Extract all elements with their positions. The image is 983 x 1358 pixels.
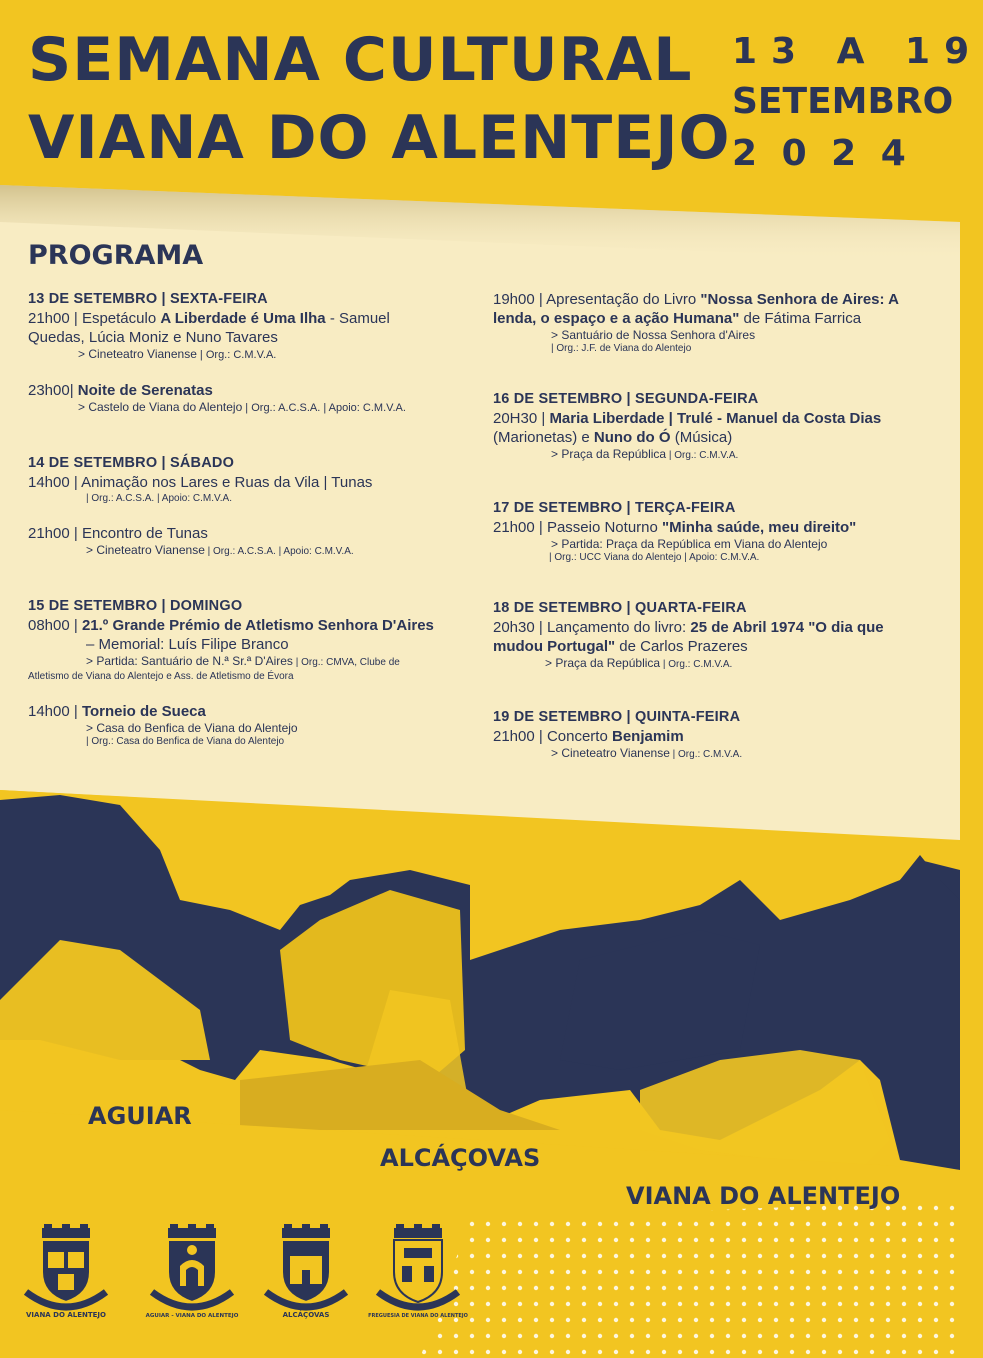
day-heading: 16 DE SETEMBRO | SEGUNDA-FEIRA	[493, 391, 759, 407]
crest-freguesia-icon	[368, 1222, 468, 1322]
title-line-1: SEMANA CULTURAL	[28, 25, 693, 95]
event-location: > Santuário de Nossa Senhora d'Aires	[551, 328, 756, 342]
place-viana: VIANA DO ALENTEJO	[626, 1182, 901, 1210]
event-line: 21h00 | Espetáculo A Liberdade é Uma Ilha - Samuel	[28, 310, 390, 327]
event-line: 21h00 | Passeio Noturno "Minha saúde, meu direito"	[493, 519, 857, 536]
event-line: lenda, o espaço e a ação Humana" de Fátima Farrica	[493, 310, 862, 327]
crest-alcacovas-icon	[262, 1222, 350, 1322]
event-line: 23h00| Noite de Serenatas	[28, 382, 213, 399]
program-right-column	[493, 290, 938, 762]
day-heading: 13 DE SETEMBRO | SEXTA-FEIRA	[28, 291, 268, 307]
event-line: 14h00 | Animação nos Lares e Ruas da Vila | Tunas	[28, 474, 373, 491]
event-line: (Marionetas) e Nuno do Ó (Música)	[493, 429, 733, 446]
programa-heading: PROGRAMA	[28, 240, 204, 271]
event-location: > Casa do Benfica de Viana do Alentejo	[86, 721, 298, 735]
event-org: | Org.: A.C.S.A. | Apoio: C.M.V.A.	[86, 493, 232, 504]
event-location: > Praça da República | Org.: C.M.V.A.	[551, 447, 739, 461]
program-left-column	[28, 290, 468, 749]
event-line: Quedas, Lúcia Moniz e Nuno Tavares	[28, 329, 278, 346]
date-month: SETEMBRO	[732, 81, 954, 122]
event-line: 19h00 | Apresentação do Livro "Nossa Senhora de Aires: A	[493, 291, 899, 308]
place-alcacovas: ALCÁÇOVAS	[380, 1144, 541, 1172]
event-org: Atletismo de Viana do Alentejo e Ass. de Atletismo de Évora	[28, 671, 294, 682]
event-location: > Cineteatro Vianense | Org.: C.M.V.A.	[551, 746, 743, 760]
crest-caption: AGUIAR - VIANA DO ALENTEJO	[145, 1313, 239, 1319]
day-heading: 19 DE SETEMBRO | QUINTA-FEIRA	[493, 709, 741, 725]
crest-caption: ALCÁÇOVAS	[282, 1311, 330, 1319]
event-org: | Org.: Casa do Benfica de Viana do Alentejo	[86, 736, 285, 747]
date-year: 2 0 2 4	[732, 133, 912, 174]
place-aguiar: AGUIAR	[88, 1102, 192, 1130]
day-heading: 15 DE SETEMBRO | DOMINGO	[28, 598, 243, 614]
event-line: mudou Portugal" de Carlos Prazeres	[493, 638, 748, 655]
event-location: > Cineteatro Vianense | Org.: A.C.S.A. | Apoio: C.M.V.A.	[86, 543, 354, 557]
event-line: 14h00 | Torneio de Sueca	[28, 703, 206, 720]
crest-viana-icon	[22, 1222, 110, 1322]
event-org: | Org.: J.F. de Viana do Alentejo	[551, 343, 692, 354]
crest-aguiar-icon	[145, 1222, 239, 1322]
day-heading: 14 DE SETEMBRO | SÁBADO	[28, 455, 235, 471]
event-location: > Partida: Praça da República em Viana do Alentejo	[551, 537, 828, 551]
event-location: > Cineteatro Vianense | Org.: C.M.V.A.	[78, 347, 277, 361]
event-line: 20H30 | Maria Liberdade | Trulé - Manuel da Costa Dias	[493, 410, 882, 427]
day-heading: 18 DE SETEMBRO | QUARTA-FEIRA	[493, 600, 747, 616]
crest-caption: VIANA DO ALENTEJO	[26, 1311, 106, 1319]
date-days: 13 A 19	[732, 31, 983, 72]
event-org: | Org.: UCC Viana do Alentejo | Apoio: C.M.V.A.	[549, 552, 760, 563]
day-heading: 17 DE SETEMBRO | TERÇA-FEIRA	[493, 500, 736, 516]
event-location: > Partida: Santuário de N.ª Sr.ª D'Aires | Org.: CMVA, Clube de	[86, 654, 400, 668]
event-location: > Praça da República | Org.: C.M.V.A.	[545, 656, 733, 670]
event-line: 21h00 | Encontro de Tunas	[28, 525, 208, 542]
event-line: 08h00 | 21.º Grande Prémio de Atletismo Senhora D'Aires	[28, 617, 434, 634]
crest-caption: FREGUESIA DE VIANA DO ALENTEJO	[368, 1313, 468, 1319]
event-location: > Castelo de Viana do Alentejo | Org.: A.C.S.A. | Apoio: C.M.V.A.	[78, 400, 406, 414]
event-line: – Memorial: Luís Filipe Branco	[86, 636, 289, 653]
event-line: 20h30 | Lançamento do livro: 25 de Abril 1974 "O dia que	[493, 619, 884, 636]
event-line: 21h00 | Concerto Benjamim	[493, 728, 684, 745]
title-line-2: VIANA DO ALENTEJO	[28, 103, 731, 173]
